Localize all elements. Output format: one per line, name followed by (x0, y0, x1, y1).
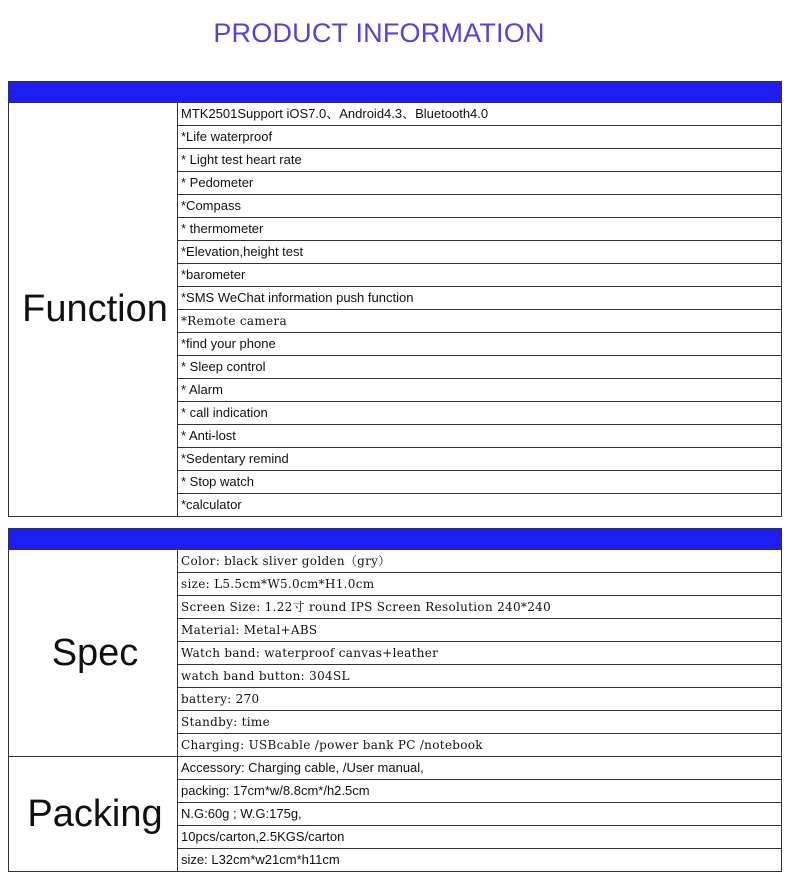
packing-row: Accessory: Charging cable, /User manual, (178, 757, 782, 780)
function-row: *find your phone (178, 333, 782, 356)
function-row: * Light test heart rate (178, 149, 782, 172)
function-row: *SMS WeChat information push function (178, 287, 782, 310)
function-row: *Life waterproof (178, 126, 782, 149)
spec-row: Charging: USBcable /power bank PC /notebook (178, 734, 782, 757)
spec-row: battery: 270 (178, 688, 782, 711)
function-row: * Alarm (178, 379, 782, 402)
spec-row: watch band button: 304SL (178, 665, 782, 688)
function-label: Function (9, 103, 178, 517)
spec-row: Screen Size: 1.22寸 round IPS Screen Resolution 240*240 (178, 596, 782, 619)
spec-header-bar (8, 528, 782, 550)
function-row: * Pedometer (178, 172, 782, 195)
packing-row: 10pcs/carton,2.5KGS/carton (178, 826, 782, 849)
function-group (8, 103, 782, 517)
spec-label: Spec (9, 550, 178, 757)
spec-rows (178, 550, 782, 757)
function-row: *Sedentary remind (178, 448, 782, 471)
spec-section (8, 528, 782, 872)
function-row: * Anti-lost (178, 425, 782, 448)
function-rows (178, 103, 782, 517)
spec-row: Material: Metal+ABS (178, 619, 782, 642)
function-row: *Elevation,height test (178, 241, 782, 264)
packing-row: packing: 17cm*w/8.8cm*/h2.5cm (178, 780, 782, 803)
function-section (8, 81, 782, 517)
function-row: * Sleep control (178, 356, 782, 379)
function-row: *calculator (178, 494, 782, 517)
function-row: *barometer (178, 264, 782, 287)
spec-row: size: L5.5cm*W5.0cm*H1.0cm (178, 573, 782, 596)
packing-rows (178, 757, 782, 872)
packing-group (8, 757, 782, 872)
function-row: MTK2501Support iOS7.0、Android4.3、Bluetooth4.0 (178, 103, 782, 126)
function-header-bar (8, 81, 782, 103)
function-row: *Remote camera (178, 310, 782, 333)
spec-group (8, 550, 782, 757)
function-row: * call indication (178, 402, 782, 425)
packing-row: N.G:60g ; W.G:175g, (178, 803, 782, 826)
function-row: * thermometer (178, 218, 782, 241)
function-row: *Compass (178, 195, 782, 218)
function-row: * Stop watch (178, 471, 782, 494)
spec-row: Standby: time (178, 711, 782, 734)
packing-row: size: L32cm*w21cm*h11cm (178, 849, 782, 872)
page-title: PRODUCT INFORMATION (213, 18, 545, 48)
spec-row: Color: black sliver golden（gry） (178, 550, 782, 573)
packing-label: Packing (9, 757, 178, 872)
spec-row: Watch band: waterproof canvas+leather (178, 642, 782, 665)
